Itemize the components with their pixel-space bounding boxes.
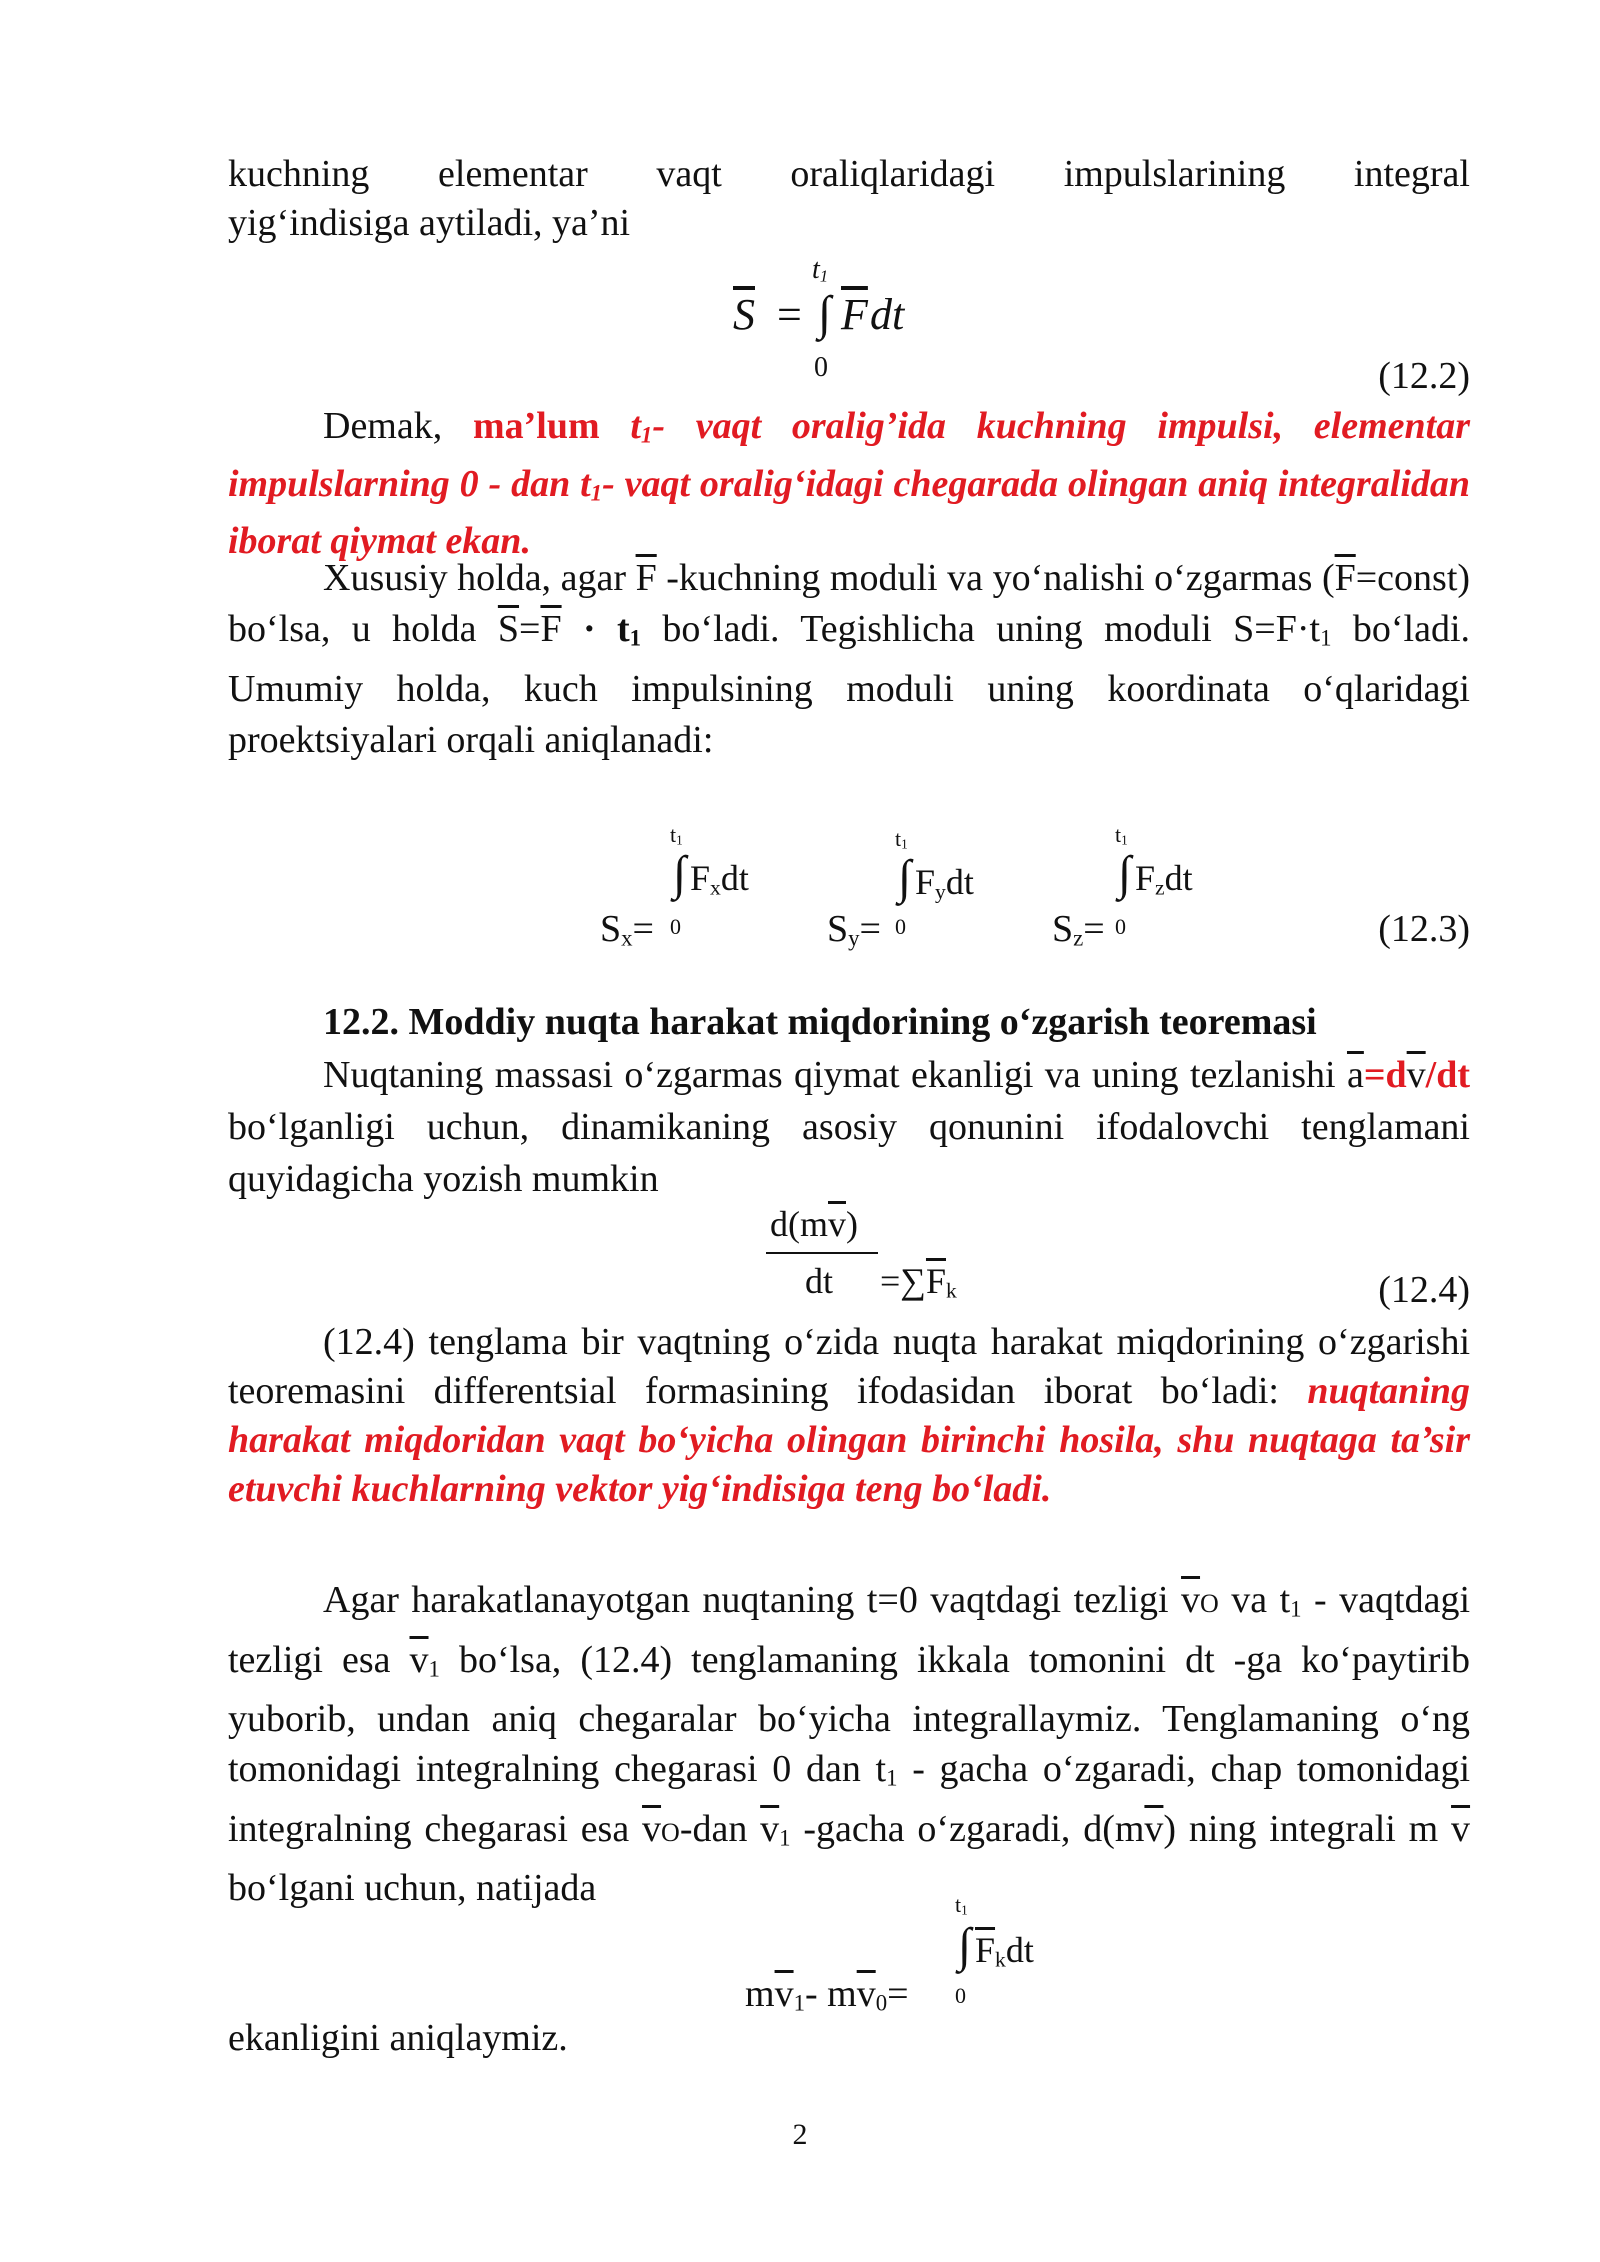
upper-limit: $t_1$ xyxy=(955,1892,968,1918)
force-symbol: $\overline{F}$ xyxy=(540,608,562,650)
word: impulslarining xyxy=(1063,153,1286,195)
velocity-symbol: $\overline{v}$ xyxy=(1451,1807,1471,1850)
highlight-text: ma’lum xyxy=(472,405,600,447)
text: -gacha o‘zgaradi, d(m xyxy=(803,1807,1145,1850)
integrand: $F_ydt$ xyxy=(915,862,974,904)
word: integral xyxy=(1353,153,1470,195)
symbol: t xyxy=(617,608,630,650)
denominator: dt xyxy=(805,1261,834,1301)
force-symbol: $\overline{F}$ xyxy=(1334,557,1356,599)
para4 xyxy=(228,1049,1470,1205)
integral-sign: ∫ xyxy=(673,847,687,900)
text: Xususiy holda, agar xyxy=(323,557,627,599)
sy-label: $S_y=$ xyxy=(827,908,881,951)
para5 xyxy=(228,1318,1470,1514)
text: - gacha o‘zgaradi, chap tomonidagi integralning chegarasi esa xyxy=(228,1748,1471,1850)
text: · xyxy=(1296,608,1310,650)
text: ( xyxy=(1321,557,1335,599)
velocity-symbol: $\overline{v}$ xyxy=(409,1638,429,1681)
upper-limit: $t_1$ xyxy=(1115,822,1128,848)
sx-label: $S_x=$ xyxy=(600,908,654,951)
equation-number: (12.2) xyxy=(1378,355,1470,397)
numerator: $d(m\overline{v})$ xyxy=(770,1204,858,1244)
text: (12.4) tenglama bir vaqtning o‘zida nuqta harakat miqdorining o‘zgarishi teoremasini differentsial formasining ifodasidan iborat bo‘ladi: xyxy=(228,1321,1470,1412)
force-symbol: $\overline{F}$ xyxy=(635,557,657,599)
lhs: $m\overline{v}_1-$ $m\overline{v}_0=$ xyxy=(745,1973,909,2016)
upper-limit: $t_1$ xyxy=(670,822,683,848)
lower-limit: 0 xyxy=(1115,914,1126,939)
sum-equals: $=\sum\overline{F}_k$ xyxy=(880,1261,957,1303)
text: Agar harakatlanayotgan nuqtaning t=0 vaqtdagi tezligi xyxy=(323,1579,1169,1621)
symbol: t xyxy=(1309,608,1321,650)
text: ) ning integrali m xyxy=(1163,1807,1439,1850)
integral-sign: ∫ xyxy=(898,851,912,904)
lower-limit: 0 xyxy=(955,1983,966,2008)
highlight-text: nuqtaning harakat miqdoridan vaqt bo‘yicha olingan birinchi hosila, shu nuqtaga ta’sir etuvchi kuchlarning vektor yig‘indisiga teng bo‘ladi. xyxy=(228,1370,1471,1510)
text: - vaqtdagi tezligi esa xyxy=(228,1579,1471,1681)
acceleration-symbol: $\overline{a}$ xyxy=(1346,1054,1364,1096)
text: -kuchning moduli va yo‘nalishi o‘zgarmas xyxy=(666,557,1313,599)
text: =const) bo‘lsa, u holda xyxy=(228,557,1471,650)
text: bo‘lganligi uchun, dinamikaning asosiy qonunini ifodalovchi tenglamani quyidagicha yozish mumkin xyxy=(228,1106,1470,1200)
word: elementar xyxy=(438,153,588,195)
integral-sign: ∫ xyxy=(1118,847,1132,900)
velocity-symbol: $\overline{v}$ xyxy=(642,1807,662,1850)
integral-sign: ∫ xyxy=(958,1919,972,1972)
text: S=F xyxy=(1233,608,1297,650)
velocity-symbol: $\overline{v}$ xyxy=(1181,1579,1201,1621)
para1-line1 xyxy=(228,152,1470,196)
highlight-text: 0 xyxy=(459,462,479,505)
text: bo‘lsa, (12.4) tenglamaning ikkala tomonini dt -ga ko‘paytirib yuborib, undan aniq chegaralar bo‘yicha integrallaymiz. Tenglamaning o‘ng tomonidagi integralning chegarasi 0 dan t xyxy=(228,1638,1471,1791)
velocity-symbol: $\overline{v}$ xyxy=(1406,1054,1426,1096)
upper-limit: $t_1$ xyxy=(895,826,908,852)
integrand: $F_zdt$ xyxy=(1135,858,1193,900)
section-heading: 12.2. Moddiy nuqta harakat miqdorining o‘zgarish teoremasi xyxy=(323,1001,1317,1043)
word: kuchning xyxy=(228,153,370,195)
highlight-text: - vaqt oralig’ida kuchning impulsi, elementar impulslarning xyxy=(228,405,1470,505)
impulse-symbol: $\overline{S}$ xyxy=(497,608,520,650)
sz-label: $S_z=$ xyxy=(1052,908,1105,951)
eq-equals: = xyxy=(777,290,802,339)
text: Demak, xyxy=(323,405,443,447)
text: O xyxy=(1200,1589,1219,1618)
eq-lower-limit: 0 xyxy=(814,352,828,383)
text: · xyxy=(582,608,596,650)
highlight-text: =d xyxy=(1363,1054,1407,1096)
eq-force-symbol: $\overline{F}$ xyxy=(841,290,868,339)
velocity-symbol: $\overline{v}$ xyxy=(760,1807,780,1850)
eq-impulse-symbol: $\overline{S}$ xyxy=(733,290,755,339)
text: O xyxy=(661,1817,680,1847)
integrand: $\overline{F}_kdt$ xyxy=(975,1930,1034,1972)
word: vaqt xyxy=(656,153,722,195)
eq-dt: dt xyxy=(870,290,905,339)
para1-line2: yig‘indisiga aytiladi, ya’ni xyxy=(228,202,631,244)
symbol: t xyxy=(580,462,591,505)
text: va t xyxy=(1231,1579,1291,1621)
para6: Agar harakatlanayotgan nuqtaning t=0 vaqtdagi tezligi $\overline{v}O$ va $t_1$ - vaqtdagi tezligi esa $\overline{v}_1$ bo‘lsa, (12.4) tenglamaning ikkala tomonini dt -ga ko‘paytirib yuborib, undan aniq chegaralar bo‘yicha integrallaymiz. Tenglamaning o‘ng tomonidagi integralning chegarasi 0 dan $t_1$ - gacha o‘zgaradi, chap tomonidagi integralning chegarasi esa $\overline{v}O$-dan $\overline{v}_1$ -gacha o‘zgaradi, $d(m\overline{v})$ ning integrali m $\overline{v}$ bo‘lgani uchun, natijada xyxy=(228,1579,1471,1910)
text: Nuqtaning massasi o‘zgarmas qiymat ekanligi va uning tezlanishi xyxy=(323,1054,1336,1096)
fraction-bar xyxy=(766,1252,878,1254)
highlight-text: /dt xyxy=(1425,1054,1471,1096)
page-number: 2 xyxy=(792,2118,808,2151)
text: = xyxy=(519,608,541,650)
integral-sign: ∫ xyxy=(818,287,832,340)
highlight-text: - dan xyxy=(488,462,571,505)
velocity-symbol: $\overline{v}$ xyxy=(1144,1807,1164,1850)
text: -dan xyxy=(679,1807,748,1850)
text: bo‘lgani uchun, natijada xyxy=(228,1867,597,1910)
text: bo‘ladi. Umumiy holda, kuch impulsining moduli uning koordinata o‘qlaridagi proektsiyalari orqali aniqlanadi: xyxy=(228,608,1470,761)
integrand: $F_xdt$ xyxy=(690,858,749,900)
symbol: t xyxy=(630,405,641,447)
lower-limit: 0 xyxy=(670,914,681,939)
eq-upper-limit: $t_1$ xyxy=(812,254,829,286)
highlight-text: - vaqt oralig‘idagi chegarada olingan aniq integralidan iborat qiymat ekan. xyxy=(228,462,1471,563)
word: oraliqlaridagi xyxy=(790,153,996,195)
para2: Demak, ma’lum $t_1-$ vaqt oralig’ida kuchning impulsi, elementar impulslarning 0 - dan $t_1-$ vaqt oralig‘idagi chegarada olingan aniq integralidan iborat qiymat ekan. xyxy=(228,405,1471,563)
text: bo‘ladi. Tegishlicha uning moduli xyxy=(662,608,1212,650)
equation-number: (12.3) xyxy=(1378,908,1470,950)
para3: Xususiy holda, agar $\overline{F}$ -kuchning moduli va yo‘nalishi o‘zgarmas $(\overline{F}=const)$ bo‘lsa, u holda $\overline{S}=\overline{F} \cdot t_1$ bo‘ladi. Tegishlicha uning moduli $S=F\cdot t_1$ bo‘ladi. Umumiy holda, kuch impulsining moduli uning koordinata o‘qlaridagi proektsiyalari orqali aniqlanadi: xyxy=(228,557,1471,761)
lower-limit: 0 xyxy=(895,914,906,939)
closing-line: ekanligini aniqlaymiz. xyxy=(228,2017,568,2059)
equation-number: (12.4) xyxy=(1378,1269,1470,1311)
